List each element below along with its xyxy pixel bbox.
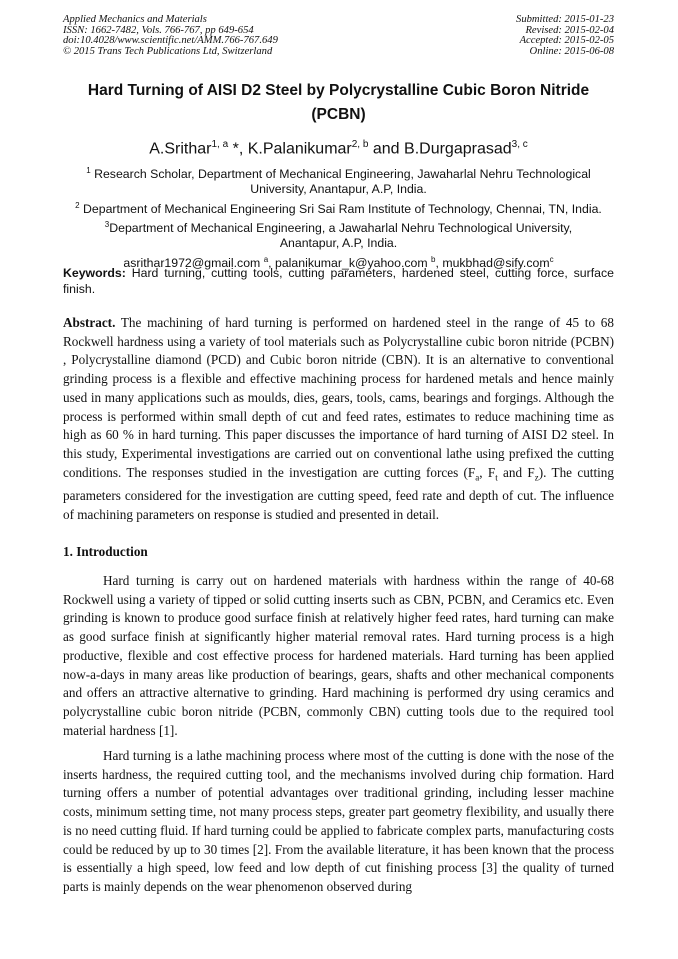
affiliation-text: Department of Mechanical Engineering Sri Sai Ram Institute of Technology, Chennai, TN, India. (79, 201, 602, 216)
author-sep: *, (228, 140, 248, 158)
email-link[interactable]: asrithar1972@gmail.com (123, 255, 264, 270)
author-name: K.Palanikumar (247, 140, 352, 158)
online-date: Online: 2015-06-08 (529, 45, 614, 57)
email-sup: c (549, 254, 554, 264)
author-sup: 1, a (211, 139, 229, 150)
subscript: z (534, 472, 539, 483)
email-link[interactable]: palanikumar_k@yahoo.com (275, 255, 432, 270)
affiliation-sup: 1 (86, 166, 91, 175)
affiliation (63, 163, 614, 198)
keywords-label: Keywords: (63, 266, 126, 280)
journal-info (63, 15, 278, 57)
author-name: A.Srithar (149, 140, 212, 158)
email-sup: a (263, 254, 269, 264)
email-sup: b (431, 254, 436, 264)
email-sep: , (268, 255, 275, 270)
author-name: B.Durgaprasad (404, 140, 512, 158)
abstract-text: and F (497, 464, 535, 480)
affiliation-text: Research Scholar, Department of Mechanical Engineering, Jawaharlal Nehru Technological University, Anantapur, A.P, India. (90, 167, 591, 197)
affiliation (63, 217, 614, 252)
abstract-text: , F (479, 464, 496, 480)
paragraph: Hard turning is a lathe machining process where most of the cutting is done with the nose of the inserts hardness, the required cutting tool, and the mechanisms involved during chip formation. Hard turning offers a number of potential advantages over traditional grinding, including lesser machine costs, minimum setting time, not many process steps, greater part geometry flexibility, and usually there is no need cutting fluid. If hard turning could be applied to fabricate complex parts, manufacturing costs could be reduced by up to 30 times [2]. From the available literature, it has been known that the process is essentially a high speed, low feed and low depth of cut finishing process [3] the quality of turned parts is mainly depends on the wear phenomenon observed during (63, 748, 614, 894)
abstract (63, 314, 614, 524)
email-sep: , (435, 255, 443, 270)
paragraph: Hard turning is carry out on hardened materials with hardness within the range of 40-68 Rockwell using a variety of tipped or solid cutting inserts such as CBN, PCBN, and Ceramics etc. Even grinding is known to produce good surface finish at relatively higher feed rates, hard turning can make as good surface finish at significantly higher material removal rates. Hard turning process is a high productive, flexible and cost effective process for hardened materials. Hard turning has been applied now-a-days in many areas like production of bearings, gears, shafts and other mechanical components and offers an attractive alternative to grinding. Hard machining is performed dry using ceramics and polycrystalline cubic boron nitride (PCBN, commonly CBN) cutting tools due to the required tool material hardness [1]. (63, 573, 614, 738)
accepted-date: Accepted: 2015-02-05 (519, 35, 614, 47)
author-sup: 2, b (351, 139, 369, 150)
abstract-label: Abstract. (63, 315, 116, 330)
journal-name: Applied Mechanics and Materials (63, 14, 207, 25)
affiliation (63, 198, 614, 217)
issn: ISSN: 1662-7482, Vols. 766-767, pp 649-654 (63, 24, 254, 36)
keywords-text: Hard turning, cutting tools, cutting parameters, hardened steel, cutting force, surface finish. (63, 266, 614, 296)
paper-title: Hard Turning of AISI D2 Steel by Polycrystalline Cubic Boron Nitride (PCBN) (87, 82, 590, 123)
revised-date: Revised: 2015-02-04 (525, 24, 614, 36)
doi: doi:10.4028/www.scientific.net/AMM.766-767.649 (63, 35, 278, 47)
subscript: t (495, 472, 498, 483)
email-link[interactable]: mukbhad@sify.com (442, 255, 550, 270)
abstract-text: The machining of hard turning is performed on hardened steel in the range of 45 to 68 Rockwell hardness using a variety of tool materials such as Polycrystalline cubic boron nitride (PCBN) , Polycrystalline diamond (PCD) and Cubic boron nitride (CBN). It is an alternative to conventional grinding process is a flexible and effective machining process for hardened metals and hence mainly used in many applications such as moulds, dies, gears, tools, cams, bearings and forgings. Although the process is performed within small depth of cut and feed rates, estimates to reduce machining time as high as 60 % in hard turning. This paper discusses the importance of hard turning of AISI D2 steel. In this study, Experimental investigations are carried out on conventional lathe using prefixed the cutting conditions. The responses studied in the investigation are cutting forces (F (63, 315, 614, 480)
submitted-date: Submitted: 2015-01-23 (516, 14, 614, 25)
affiliations (63, 163, 614, 271)
subscript: a (475, 472, 480, 483)
copyright: © 2015 Trans Tech Publications Ltd, Switzerland (63, 45, 273, 57)
keywords (63, 265, 614, 297)
affiliation-sup: 3 (104, 220, 110, 230)
author-sep: and (368, 140, 405, 158)
abstract-text: ). The cutting parameters considered for the investigation are cutting speed, feed rate and depth of cut. The influence of machining parameters on response is studied and presented in detail. (63, 464, 614, 522)
authors (63, 135, 614, 159)
section-heading: 1. Introduction (63, 544, 148, 559)
affiliation-text: Department of Mechanical Engineering, a Jawaharlal Nehru Technological University, Anantapur, A.P, India. (109, 221, 573, 251)
author-sup: 3, c (511, 139, 528, 150)
dates-info (516, 15, 614, 57)
affiliation-sup: 2 (75, 200, 80, 210)
